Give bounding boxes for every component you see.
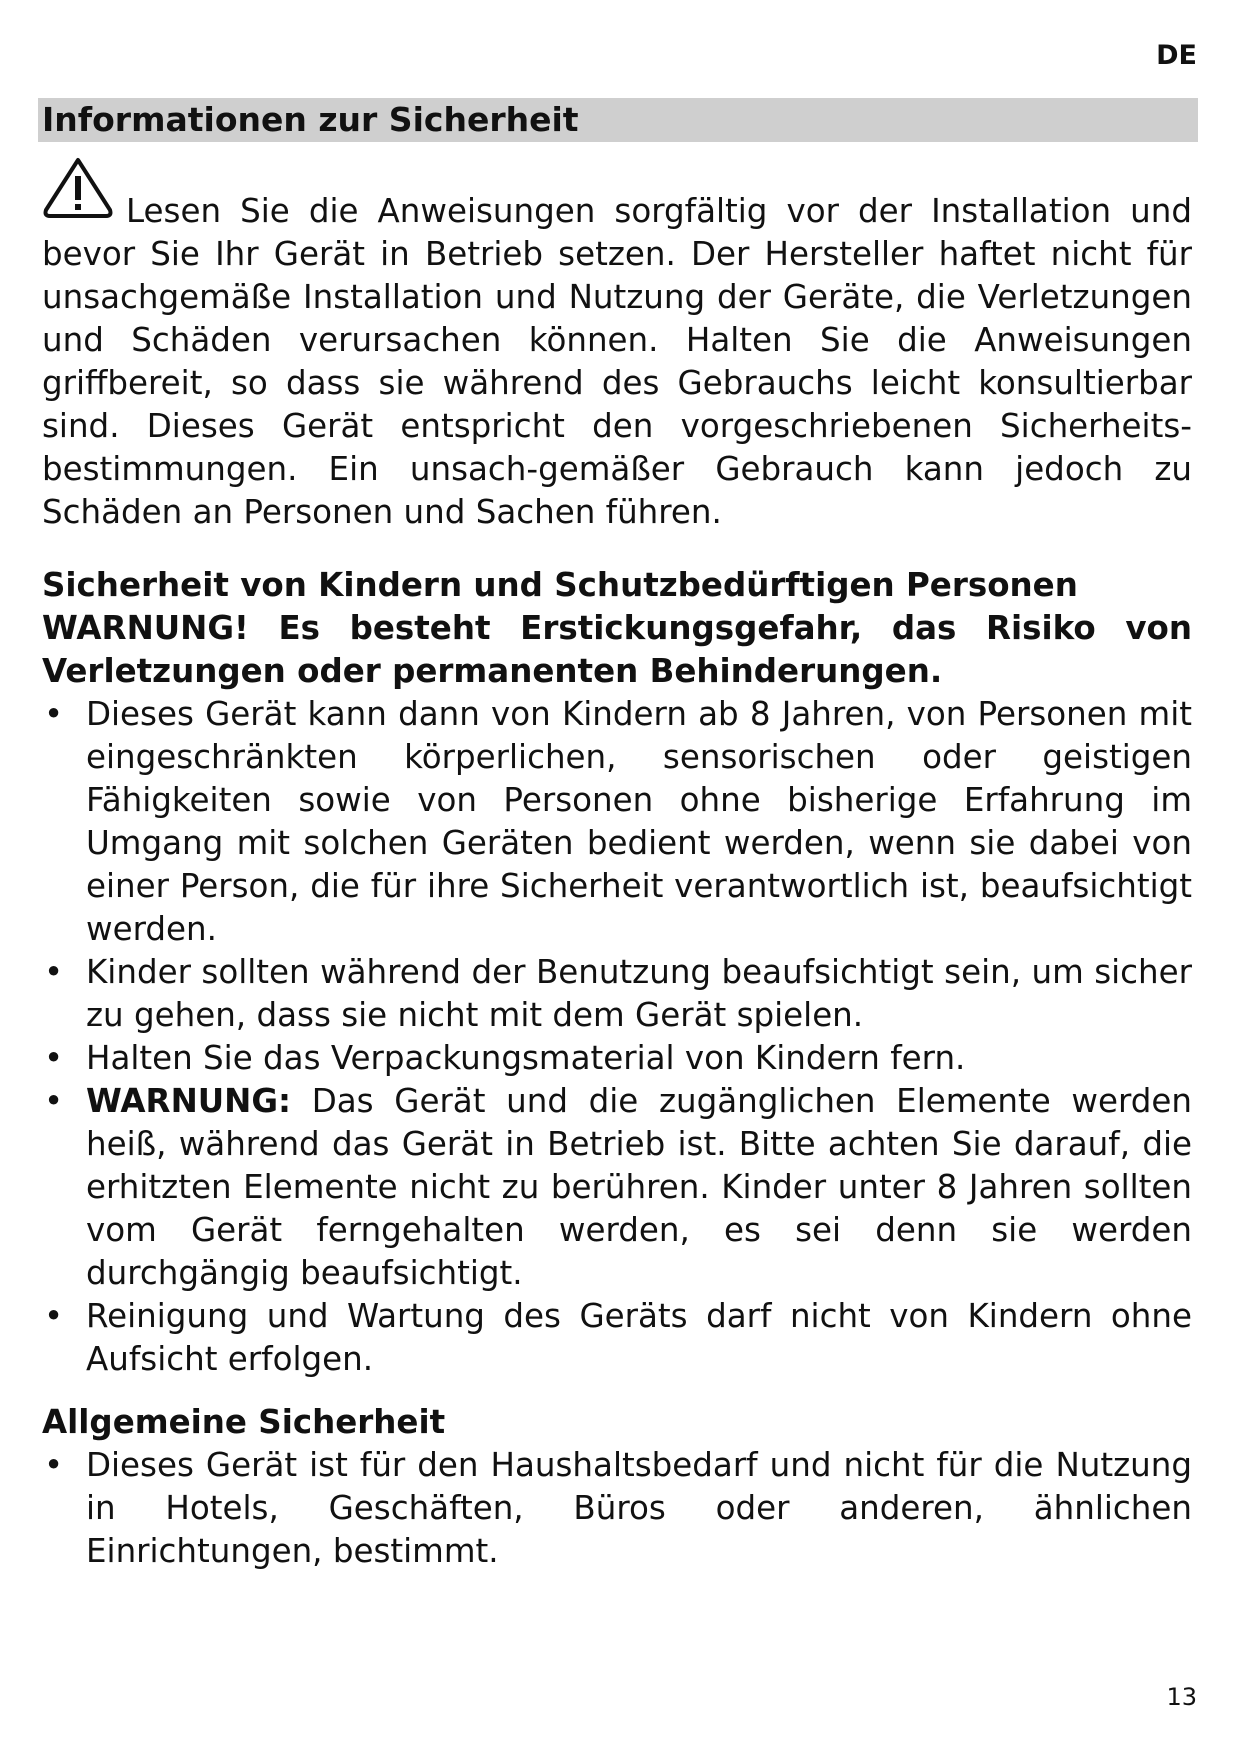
list-item-text: Das Gerät und die zugänglichen Elemente werden heiß, während das Gerät in Betrieb ist. Bitte achten Sie darauf, die erhitzten Elemente nicht zu berühren. Kinder unter 8 Jahren sollten vom Gerät ferngehalten werden, es sei denn sie werden durchgängig beaufsichtigt. [86,1082,1192,1292]
list-item-text: Dieses Gerät kann dann von Kindern ab 8 Jahren, von Personen mit eingeschränkten körperlichen, sensorischen oder geistigen Fähigkeiten sowie von Personen ohne bisherige Erfahrung im Umgang mit solchen Geräten bedient werden, wenn sie dabei von einer Person, die für ihre Sicherheit verantwortlich ist, beaufsichtigt werden. [86,695,1192,948]
bullet-icon: • [44,1039,64,1077]
list-item [42,1080,1192,1295]
list-item [42,951,1192,1037]
warning-label: WARNUNG: [86,1082,292,1120]
list-item-text: Halten Sie das Verpackungsmaterial von Kindern fern. [86,1039,966,1077]
general-safety-list [42,1444,1192,1573]
intro-paragraph [42,156,1192,534]
children-safety-warning: WARNUNG! Es besteht Erstickungsgefahr, das Risiko von Verletzungen oder permanenten Behinderungen. [42,609,1192,690]
bullet-icon: • [44,1297,64,1335]
list-item-text: Kinder sollten während der Benutzung beaufsichtigt sein, um sicher zu gehen, dass sie nicht mit dem Gerät spielen. [86,953,1192,1034]
list-item [42,1037,1192,1080]
list-item [42,693,1192,951]
page-number: 13 [1166,1683,1197,1711]
list-item [42,1444,1192,1573]
children-safety-heading: Sicherheit von Kindern und Schutzbedürftigen Personen [42,566,1078,604]
section-title: Informationen zur Sicherheit [42,100,579,139]
list-item-text: Reinigung und Wartung des Geräts darf nicht von Kindern ohne Aufsicht erfolgen. [86,1297,1192,1378]
bullet-icon: • [44,1082,64,1120]
children-safety-list [42,693,1192,1381]
bullet-icon: • [44,695,64,733]
page-content [42,156,1192,1573]
general-safety-heading: Allgemeine Sicherheit [42,1403,446,1441]
bullet-icon: • [44,953,64,991]
bullet-icon: • [44,1446,64,1484]
intro-text: Lesen Sie die Anweisungen sorgfältig vor der Installation und bevor Sie Ihr Gerät in Betrieb setzen. Der Hersteller haftet nicht für unsachgemäße Installation und Nutzung der Geräte, die Verletzungen und Schäden verursachen können. Halten Sie die Anweisungen griffbereit, so dass sie während des Gebrauchs leicht konsultierbar sind. Dieses Gerät entspricht den vorgeschriebenen Sicherheits-bestimmungen. Ein unsach-gemäßer Gebrauch kann jedoch zu Schäden an Personen und Sachen führen. [42,192,1192,531]
list-item [42,1295,1192,1381]
language-code: DE [1156,40,1197,71]
list-item-text: Dieses Gerät ist für den Haushaltsbedarf und nicht für die Nutzung in Hotels, Geschäften, Büros oder anderen, ähnlichen Einrichtungen, bestimmt. [86,1446,1192,1570]
warning-triangle-icon [42,156,114,224]
